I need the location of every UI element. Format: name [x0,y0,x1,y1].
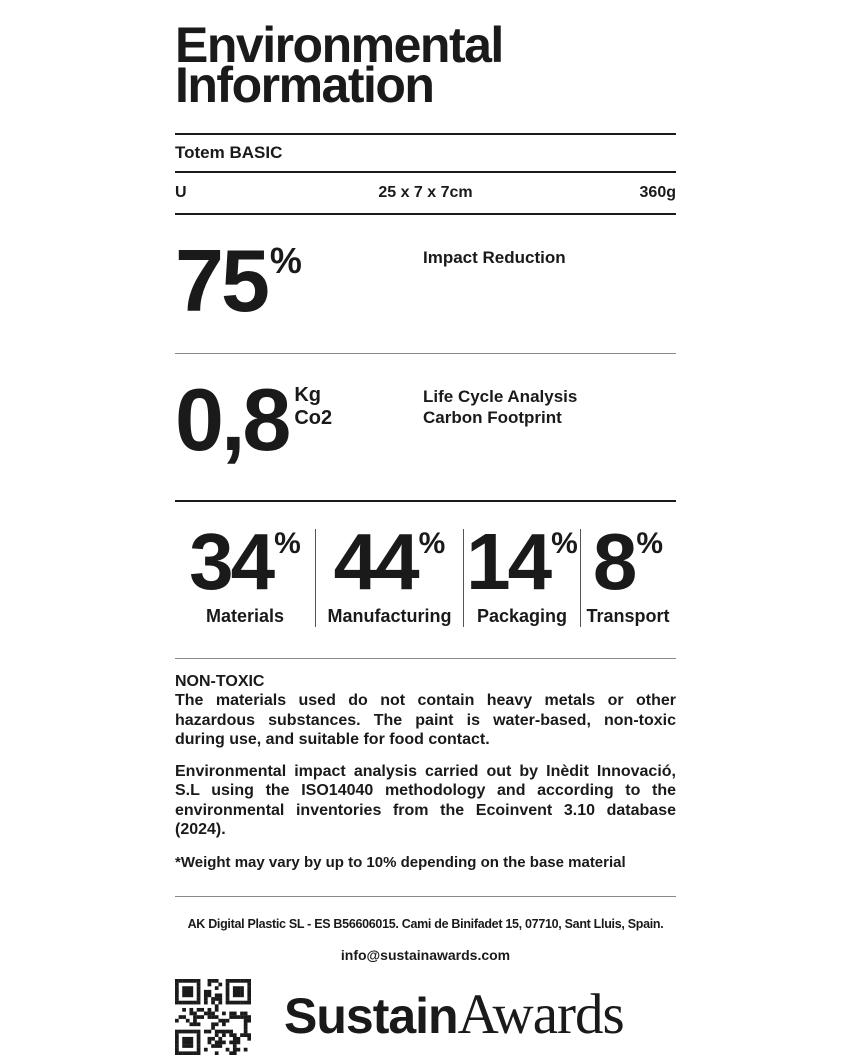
breakdown-transport [580,516,675,627]
non-toxic-heading: NON-TOXIC [175,672,265,690]
transport-label: Transport [586,605,670,626]
transport-number: 8 [592,516,635,606]
product-name: Totem BASIC [175,143,283,162]
kg-co2-unit [294,384,332,430]
materials-value [175,516,315,606]
packaging-value [464,516,580,606]
breakdown-packaging [463,516,580,627]
weight-disclaimer: *Weight may vary by up to 10% depending on the base material [175,853,626,871]
company-address: AK Digital Plastic SL - ES B56606015. Cami de Binifadet 15, 07710, Sant Lluis, Spain. [187,917,664,931]
packaging-number: 14 [466,516,550,606]
percent-sign: % [551,526,578,560]
logo-text-serif: Awards [457,983,624,1046]
carbon-label-line1: Life Cycle Analysis [423,386,578,406]
manufacturing-label: Manufacturing [327,605,452,626]
page-title: Environmental Information [175,17,503,113]
product-spec-row [175,173,676,213]
size-code: U [175,183,187,201]
percent-sign: % [418,526,446,560]
impact-reduction-label: Impact Reduction [423,247,566,267]
non-toxic-paragraph: The materials used do not contain heavy metals or other hazardous substances. The paint is water-based, non-toxic during use, and suitable for food contact. [175,692,676,748]
sustainawards-logo [284,977,624,1063]
impact-reduction-metric [175,215,676,353]
label-footer [175,917,676,1063]
analysis-paragraph: Environmental impact analysis carried out by Inèdit Innovació, S.L using the ISO14040 methodology and according to the environmental inventories from the Ecoinvent 3.10 database (2024). [175,762,676,838]
transport-value [581,516,675,606]
logo-text-bold: Sustain [284,988,458,1044]
logo-row [175,977,676,1063]
breakdown-materials [175,516,315,627]
unit-co2: Co2 [294,406,333,429]
percent-sign: % [636,526,664,560]
weight: 360g [639,183,676,201]
manufacturing-value [316,516,463,606]
impact-number: 75 [175,230,267,330]
materials-number: 34 [189,516,273,606]
carbon-number: 0,8 [175,369,289,469]
carbon-footprint-label [423,386,577,428]
impact-breakdown [175,502,676,658]
notes-section [175,659,676,897]
percent-sign: % [274,526,301,560]
qr-code[interactable] [175,979,251,1055]
unit-kg: Kg [294,383,322,406]
breakdown-manufacturing [315,516,463,627]
materials-label: Materials [205,605,285,626]
manufacturing-number: 44 [333,516,417,606]
contact-email[interactable]: info@sustainawards.com [340,947,511,963]
dimensions: 25 x 7 x 7cm [378,183,473,201]
divider [175,896,676,897]
carbon-footprint-metric [175,354,676,500]
percent-sign: % [269,239,302,281]
carbon-label-line2: Carbon Footprint [423,407,562,427]
packaging-label: Packaging [476,605,568,626]
